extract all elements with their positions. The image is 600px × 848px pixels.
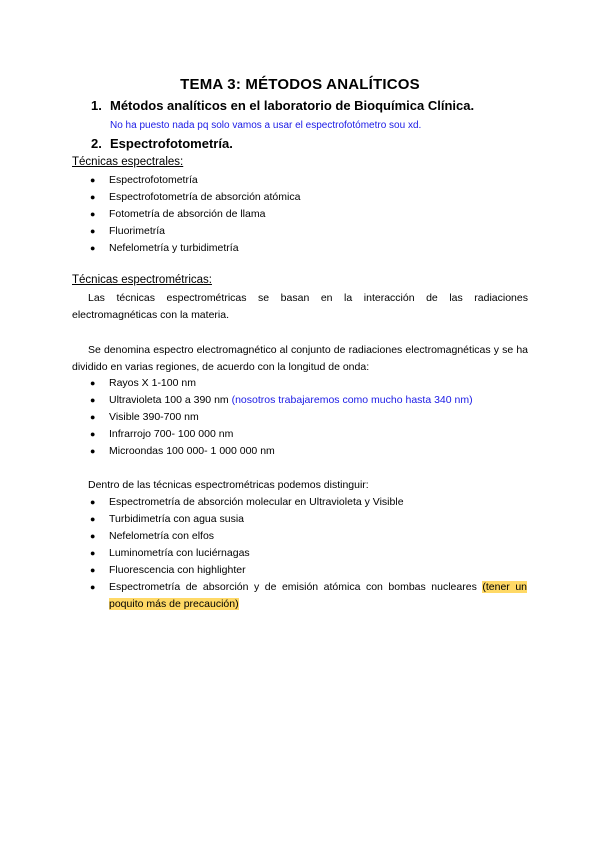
bullet-icon: ● (90, 429, 96, 439)
highlighted-note: (tener un poquito más de precaución) (109, 581, 527, 610)
section-2-number: 2. (91, 136, 102, 151)
section-2 (91, 136, 233, 151)
bullet-icon: ● (90, 412, 96, 422)
uv-note: (nosotros trabajaremos como mucho hasta 340 nm) (231, 394, 473, 406)
section-1-number: 1. (91, 98, 102, 113)
bullet-icon: ● (90, 395, 96, 405)
list-item: ● Luminometría con luciérnagas (90, 545, 527, 562)
last-technique-text: Espectrometría de absorción y de emisión atómica con bombas nucleares (109, 581, 477, 593)
bullet-icon: ● (90, 565, 96, 575)
regions-list (90, 375, 473, 460)
bullet-icon: ● (90, 446, 96, 456)
bullet-icon: ● (90, 582, 96, 592)
section-1-label: Métodos analíticos en el laboratorio de Bioquímica Clínica. (110, 98, 475, 113)
bullet-icon: ● (90, 531, 96, 541)
spectrometric-heading: Técnicas espectrométricas: (72, 274, 212, 286)
list-item: ● Microondas 100 000- 1 000 000 nm (90, 443, 473, 460)
list-item: ● Fotometría de absorción de llama (90, 206, 300, 223)
bullet-icon: ● (90, 514, 96, 524)
list-item: ● Fluorimetría (90, 223, 300, 240)
list-item: ● Espectrofotometría de absorción atómica (90, 189, 300, 206)
list-item: ● Turbidimetría con agua susia (90, 511, 527, 528)
blue-annotation: No ha puesto nada pq solo vamos a usar el espectrofotómetro sou xd. (110, 120, 422, 131)
bullet-icon: ● (90, 548, 96, 558)
section-2-label: Espectrofotometría. (110, 136, 233, 151)
bullet-icon: ● (90, 192, 96, 202)
list-item (90, 579, 527, 613)
list-item: ● Ultravioleta 100 a 390 nm (nosotros trabajaremos como mucho hasta 340 nm) (90, 392, 473, 409)
list-item: ● Nefelometría con elfos (90, 528, 527, 545)
bullet-icon: ● (90, 497, 96, 507)
page-title: TEMA 3: MÉTODOS ANALÍTICOS (180, 76, 420, 93)
section-1 (91, 98, 474, 113)
bullet-icon: ● (90, 209, 96, 219)
distinguish-paragraph: Dentro de las técnicas espectrométricas podemos distinguir: (88, 479, 369, 491)
bullet-icon: ● (90, 378, 96, 388)
intro-paragraph: Las técnicas espectrométricas se basan en la interacción de las radiaciones electromagnéticas con la materia. (72, 292, 528, 321)
list-item: ● Visible 390-700 nm (90, 409, 473, 426)
list-item: ● Nefelometría y turbidimetría (90, 240, 300, 257)
list-item: ● Infrarrojo 700- 100 000 nm (90, 426, 473, 443)
bullet-icon: ● (90, 175, 96, 185)
list-item: ● Rayos X 1-100 nm (90, 375, 473, 392)
spectral-list (90, 172, 300, 257)
spectrum-paragraph: Se denomina espectro electromagnético al conjunto de radiaciones electromagnéticas y se ha dividido en varias regiones, de acuerdo con la longitud de onda: (72, 344, 528, 373)
list-item: ● Espectrometría de absorción molecular en Ultravioleta y Visible (90, 494, 527, 511)
techniques-list (90, 494, 527, 613)
bullet-icon: ● (90, 243, 96, 253)
list-item: ● Espectrofotometría (90, 172, 300, 189)
spectral-heading: Técnicas espectrales: (72, 156, 184, 168)
bullet-icon: ● (90, 226, 96, 236)
list-item: ● Fluorescencia con highlighter (90, 562, 527, 579)
